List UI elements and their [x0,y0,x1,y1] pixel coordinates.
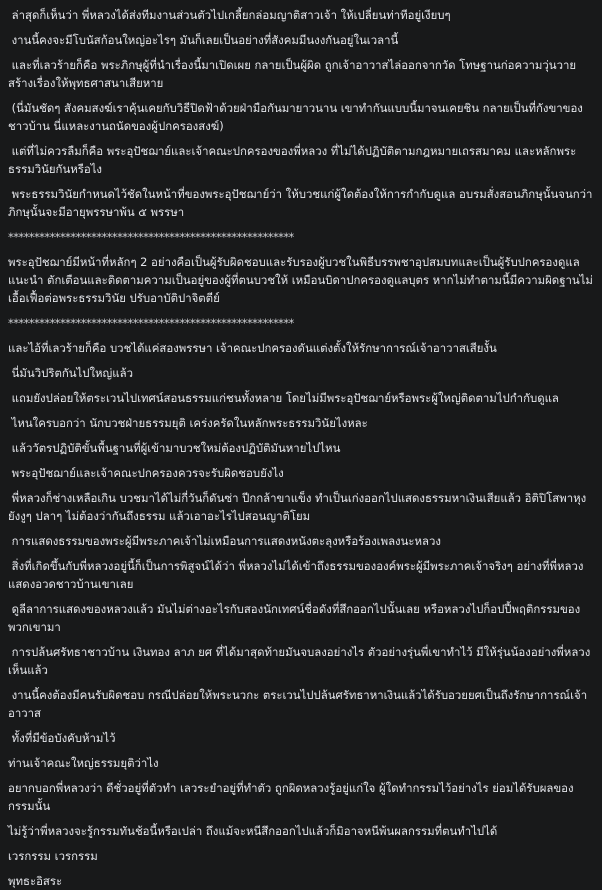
separator-line: ******************************************************* [8,230,294,244]
post-paragraph: แต่ที่ไม่ควรลืมก็คือ พระอุปัชฌาย์และเจ้าคณะปกครองของพี่หลวง ที่ไม่ได้ปฏิบัติตามกฎหมายเถรสมาคม และหลักพระธรรมวินัยกันหรือไง [8,144,577,176]
post-paragraph: ทั้งที่มีข้อบังคับห้ามไว้ [8,731,116,745]
post-paragraph: แถมยังปล่อยให้ตระเวนไปเทศน์สอนธรรมแก่ชนทั้งหลาย โดยไม่มีพระอุปัชฌาย์หรือพระผู้ใหญ่ติดตามไปกำกับดูแล [8,391,559,405]
post-paragraph: เวรกรรม เวรกรรม [8,849,98,863]
post-paragraph: แล้ววัตรปฏิบัติขั้นพื้นฐานที่ผู้เข้ามาบวชใหม่ต้องปฏิบัติมันหายไปไหน [8,441,341,455]
post-paragraph: พระธรรมวินัยกำหนดไว้ชัดในหน้าที่ของพระอุปัชฌาย์ว่า ให้บวชแก่ผู้ใดต้องให้การกำกับดูแล อบรมสั่งสอนภิกษุนั้นจนกว่าภิกษุนั้นจะมีอายุพรรษาพ้น ๕ พรรษา [8,187,593,219]
post-paragraph: ไหนใครบอกว่า นักบวชฝ่ายธรรมยุติ เคร่งครัดในหลักพระธรรมวินัยไงหละ [8,416,368,430]
post-paragraph: นี่มันวิปริตกันไปใหญ่แล้ว [8,366,133,380]
post-paragraph: ดูลีลาการแสดงของหลวงแล้ว มันไม่ต่างอะไรกับสองนักเทศน์ชื่อดังที่สึกออกไปนั้นเลย หรือหลวงไปก็อปปี้พฤติกรรมของพวกเขามา [8,602,581,634]
post-paragraph: การปล้นศรัทธาชาวบ้าน เงินทอง ลาภ ยศ ที่ได้มาสุดท้ายมันจบลงอย่างไร ตัวอย่างรุ่นพี่เขาทำไว้ มีให้รุ่นน้องอย่างพี่หลวงเห็นแล้ว [8,645,591,677]
post-paragraph: ล่าสุดก็เห็นว่า พี่หลวงได้ส่งทีมงานส่วนตัวไปเกลี้ยกล่อมญาติสาวเจ้า ให้เปลี่ยนท่าทีอยู่เงียบๆ [8,8,451,22]
post-paragraph: อยากบอกพี่หลวงว่า ดีชั่วอยู่ที่ตัวทำ เลวระยำอยู่ที่ทำตัว ถูกผิดหลวงรู้อยู่แก่ใจ ผู้ใดทำกรรมไว้อย่างไร ย่อมได้รับผลของกรรมนั้น [8,781,574,813]
post-paragraph: งานนี้คงต้องมีคนรับผิดชอบ กรณีปล่อยให้พระนวกะ ตระเวนไปปล้นศรัทธาหาเงินแล้วได้รับอวยยศเป็นถึงรักษาการณ์เจ้าอาวาส [8,688,588,720]
post-paragraph: พระอุปัชฌาย์มีหน้าที่หลักๆ 2 อย่างคือเป็นผู้รับผิดชอบและรับรองผู้บวชในพิธีบรรพชาอุปสมบทและเป็นผู้รับปกครองดูแล แนะนำ ตักเตือนและติดตามความเป็นอยู่ของผู้ที่ตนบวชให้ เหมือนบิดาปกครองดูแลบุตร หากไม่ทำตามนี้มีความผิดฐานไม่เอื้อเฟื้อต่อพระธรรมวินัย ปรับอาบัติปาจิตตีย์ [8,255,593,305]
post-paragraph: งานนี้คงจะมีโบนัสก้อนใหญ่อะไรๆ มันก็เลยเป็นอย่างที่สังคมมีนงงกันอยู่ในเวลานี้ [8,33,399,47]
post-paragraph: (นี่มันชัดๆ สังคมสงฆ์เราคุ้นเคยกับวิธีปิดฟ้าด้วยฝ่ามือกันมายาวนาน เขาทำกันแบบนี้มาจนเคยชิน กลายเป็นที่กังขาของชาวบ้าน นี่แหละงานถนัดของผู้ปกครองสงฆ์) [8,101,583,133]
post-paragraph: พุทธะอิสระ [8,874,63,888]
post-paragraph: สิ่งที่เกิดขึ้นกับพี่หลวงอยู่นี้ก็เป็นการพิสูจน์ได้ว่า พี่หลวงไม่ได้เข้าถึงธรรมขององค์พระผู้มีพระภาคเจ้าจริงๆ อย่างที่พี่หลวงแสดงอวดชาวบ้านเขาเลย [8,559,584,591]
post-paragraph: การแสดงธรรมของพระผู้มีพระภาคเจ้าไม่เหมือนการแสดงหนังตะลุงหรือร้องเพลงนะหลวง [8,534,441,548]
separator-line: ******************************************************* [8,316,294,330]
post-paragraph: พี่หลวงก็ช่างเหลือเกิน บวชมาได้ไม่กี่วันก็ดันซ่า ปีกกล้าขาแข็ง ทำเป็นเก่งออกไปแสดงธรรมหาเงินเสียแล้ว อิติปิโสพาหุง ยังงูๆ ปลาๆ ไม่ต้องว่ากันถึงธรรม แล้วเอาอะไรไปสอนญาติโยม [8,491,590,523]
post-paragraph: ท่านเจ้าคณะใหญ่ธรรมยุติว่าไง [8,756,159,770]
post-paragraph: ไม่รู้ว่าพี่หลวงจะรู้กรรมทันช้อนี้หรือเปล่า ถึงแม้จะหนีสึกออกไปแล้วก็มิอาจหนีพ้นผลกรรมที่ตนทำไปได้ [8,824,498,838]
post-paragraph: พระอุปัชฌาย์และเจ้าคณะปกครองควรจะรับผิดชอบยังไง [8,466,284,480]
post-paragraph: และที่เลวร้ายก็คือ พระภิกษุผู้ที่นำเรื่องนี้มาเปิดเผย กลายเป็นผู้ผิด ถูกเจ้าอาวาสไล่ออกจากวัด โทษฐานก่อความวุ่นวาย สร้างเรื่องให้พุทธศาสนาเสียหาย [8,58,580,90]
post-paragraph: และไอ้ที่เลวร้ายก็คือ บวชได้แค่สองพรรษา เจ้าคณะปกครองดันแต่งตั้งให้รักษาการณ์เจ้าอาวาสเสียงั้น [8,341,497,355]
